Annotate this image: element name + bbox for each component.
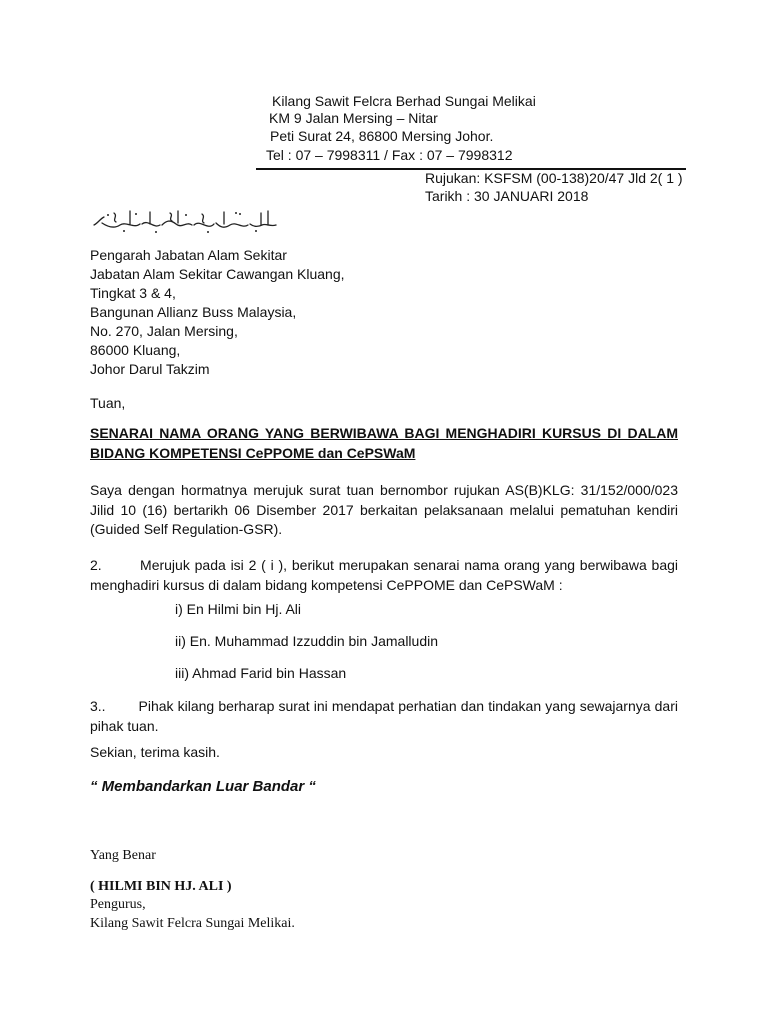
letter-subject: SENARAI NAMA ORANG YANG BERWIBAWA BAGI MENGHADIRI KURSUS DI DALAM BIDANG KOMPETENSI CePPOME dan CePSWaM bbox=[90, 425, 678, 461]
body-paragraph-3: 3.. Pihak kilang berharap surat ini mendapat perhatian dan tindakan yang sewajarnya dari pihak tuan. bbox=[90, 698, 682, 734]
motto: “ Membandarkan Luar Bandar “ bbox=[90, 778, 316, 795]
name-list-item-1: i) En Hilmi bin Hj. Ali bbox=[175, 601, 302, 617]
company-name: Kilang Sawit Felcra Berhad Sungai Melikai bbox=[272, 93, 536, 109]
recipient-line-7: Johor Darul Takzim bbox=[90, 361, 210, 377]
signatory-organisation: Kilang Sawit Felcra Sungai Melikai. bbox=[90, 916, 295, 931]
signatory-title: Pengurus, bbox=[90, 897, 146, 912]
closing-remark: Sekian, terima kasih. bbox=[90, 744, 220, 760]
reference-number: Rujukan: KSFSM (00-138)20/47 Jld 2( 1 ) bbox=[425, 170, 683, 186]
name-list-item-3: iii) Ahmad Farid bin Hassan bbox=[175, 665, 347, 681]
company-address-line2: Peti Surat 24, 86800 Mersing Johor. bbox=[270, 128, 494, 144]
recipient-line-2: Jabatan Alam Sekitar Cawangan Kluang, bbox=[90, 266, 345, 282]
greeting: Tuan, bbox=[90, 395, 126, 411]
recipient-line-6: 86000 Kluang, bbox=[90, 342, 181, 358]
arabic-salutation-calligraphy bbox=[90, 205, 280, 235]
name-list-item-2: ii) En. Muhammad Izzuddin bin Jamalludin bbox=[175, 633, 439, 649]
signature-yang-benar: Yang Benar bbox=[90, 848, 156, 863]
company-contact: Tel : 07 – 7998311 / Fax : 07 – 7998312 bbox=[266, 147, 513, 163]
recipient-line-4: Bangunan Allianz Buss Malaysia, bbox=[90, 304, 297, 320]
letter-date: Tarikh : 30 JANUARI 2018 bbox=[425, 188, 589, 204]
body-paragraph-2: 2. Merujuk pada isi 2 ( i ), berikut merupakan senarai nama orang yang berwibawa bagi menghadiri kursus di dalam bidang kompetensi CePPOME dan CePSWaM : bbox=[90, 557, 682, 593]
recipient-line-5: No. 270, Jalan Mersing, bbox=[90, 323, 238, 339]
recipient-line-1: Pengarah Jabatan Alam Sekitar bbox=[90, 247, 287, 263]
body-paragraph-1: Saya dengan hormatnya merujuk surat tuan bernombor rujukan AS(B)KLG: 31/152/000/023 Jilid 10 (16) bertarikh 06 Disember 2017 berkaitan pelaksanaan melalui pematuhan kendiri (Guided Self Regulation-GSR). bbox=[90, 482, 678, 537]
signatory-name: ( HILMI BIN HJ. ALI ) bbox=[90, 879, 232, 894]
company-address-line1: KM 9 Jalan Mersing – Nitar bbox=[269, 110, 438, 126]
recipient-line-3: Tingkat 3 & 4, bbox=[90, 285, 176, 301]
